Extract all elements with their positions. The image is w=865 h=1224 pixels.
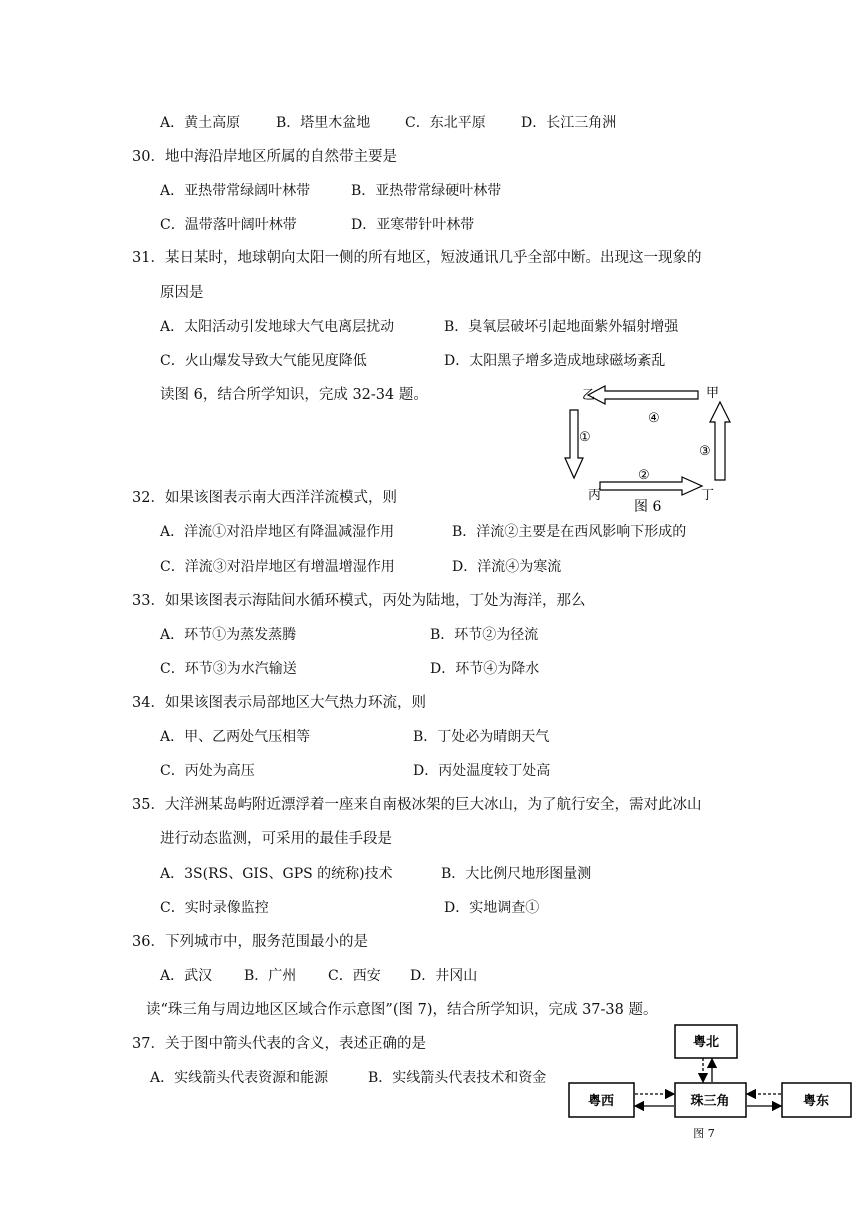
figure-7-caption: 图 7 [693,1127,715,1140]
q35-stem-line2: 进行动态监测，可采用的最佳手段是 [160,831,392,847]
q35-option-b: B．大比例尺地形图量测 [441,866,592,882]
q33-option-d: D．环节④为降水 [430,661,540,677]
label-arrow-2: ② [638,468,650,483]
q31-option-a: A．太阳活动引发地球大气电离层扰动 [160,319,395,335]
q34-stem: 34．如果该图表示局部地区大气热力环流，则 [132,695,426,711]
current-arrow-2 [600,477,702,495]
q32-stem: 32．如果该图表示南大西洋洋流模式，则 [132,490,397,506]
q36-option-d: D．井冈山 [410,968,478,984]
label-yuedong: 粤东 [802,1094,830,1109]
q29-option-d: D．长江三角洲 [521,115,617,131]
q36-option-c: C．西安 [328,968,381,984]
q32-option-d: D．洋流④为寒流 [452,559,562,575]
q31-stem-line2: 原因是 [160,285,204,301]
q29-option-a: A．黄土高原 [160,115,241,131]
label-yuebei: 粤北 [692,1035,720,1050]
q35-option-d: D．实地调查① [444,900,540,916]
figure-7 [560,1020,860,1145]
q30-option-c: C．温带落叶阔叶林带 [160,217,297,233]
q35-stem-line1: 35．大洋洲某岛屿附近漂浮着一座来自南极冰架的巨大冰山，为了航行安全，需对此冰山 [132,797,702,813]
label-zhusanjiao: 珠三角 [690,1094,730,1109]
q34-option-b: B．丁处必为晴朗天气 [413,729,550,745]
q33-option-c: C．环节③为水汽输送 [160,661,297,677]
q30-option-b: B．亚热带常绿硬叶林带 [351,183,502,199]
q37-option-a: A．实线箭头代表资源和能源 [150,1070,329,1086]
q33-option-a: A．环节①为蒸发蒸腾 [160,627,297,643]
q29-option-c: C．东北平原 [405,115,486,131]
q34-option-d: D．丙处温度较丁处高 [413,763,551,779]
label-yuexi: 粤西 [587,1094,615,1109]
q31-option-d: D．太阳黑子增多造成地球磁场紊乱 [444,353,666,369]
q34-option-a: A．甲、乙两处气压相等 [160,729,311,745]
q31-option-b: B．臭氧层破坏引起地面紫外辐射增强 [444,319,679,335]
q30-option-a: A．亚热带常绿阔叶林带 [160,183,311,199]
q32-option-b: B．洋流②主要是在西风影响下形成的 [452,524,687,540]
q29-option-b: B．塔里木盆地 [276,115,371,131]
label-bing: 丙 [588,488,602,503]
label-arrow-1: ① [579,430,591,445]
q33-stem: 33．如果该图表示海陆间水循环模式，丙处为陆地，丁处为海洋，那么 [132,593,586,609]
intro-32-34: 读图 6，结合所学知识，完成 32-34 题。 [160,387,428,403]
q37-option-b: B．实线箭头代表技术和资金 [368,1070,547,1086]
q36-option-b: B．广州 [244,968,297,984]
q30-stem: 30．地中海沿岸地区所属的自然带主要是 [132,149,397,165]
current-arrow-3 [710,402,730,480]
q33-option-b: B．环节②为径流 [430,627,539,643]
figure-6 [560,378,740,518]
q35-option-c: C．实时录像监控 [160,900,269,916]
label-arrow-3: ③ [699,444,711,459]
q31-option-c: C．火山爆发导致大气能见度降低 [160,353,367,369]
figure-6-caption: 图 6 [634,499,662,515]
q30-option-d: D．亚寒带针叶林带 [351,217,475,233]
q32-option-a: A．洋流①对沿岸地区有降温减湿作用 [160,524,395,540]
q34-option-c: C．丙处为高压 [160,763,255,779]
q32-option-c: C．洋流③对沿岸地区有增温增湿作用 [160,559,395,575]
q36-stem: 36．下列城市中，服务范围最小的是 [132,934,368,950]
q35-option-a: A．3S(RS、GIS、GPS 的统称)技术 [160,866,393,882]
label-yi: 乙 [582,388,596,403]
q31-stem-line1: 31．某日某时，地球朝向太阳一侧的所有地区，短波通讯几乎全部中断。出现这一现象的 [132,250,702,266]
label-ding: 丁 [701,488,715,503]
current-arrow-4 [588,386,698,404]
q36-option-a: A．武汉 [160,968,213,984]
label-arrow-4: ④ [648,411,660,426]
q37-stem: 37．关于图中箭头代表的含义，表述正确的是 [132,1036,426,1052]
label-jia: 甲 [706,386,720,401]
intro-37-38: 读“珠三角与周边地区区域合作示意图”(图 7)，结合所学知识，完成 37-38 题。 [146,1002,658,1018]
